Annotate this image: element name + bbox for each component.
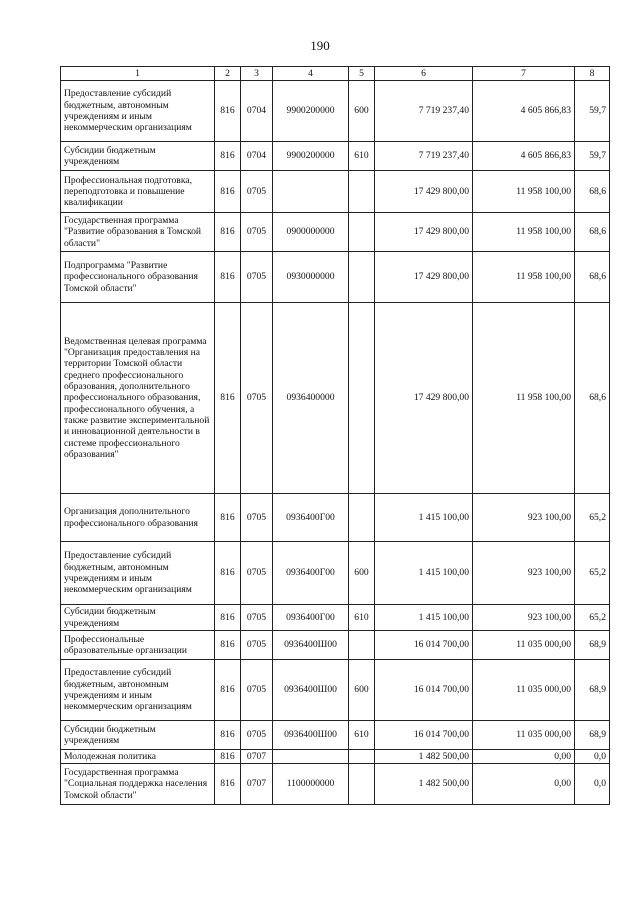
row-plan-cell: 1 415 100,00 [375, 605, 473, 631]
row-plan-cell: 1 415 100,00 [375, 542, 473, 605]
row-percent-cell: 65,2 [575, 542, 610, 605]
row-expense-type-cell [349, 171, 375, 213]
table-row [61, 750, 610, 764]
table-row [61, 252, 610, 303]
row-plan-cell: 1 482 500,00 [375, 750, 473, 764]
row-ved-cell: 816 [215, 142, 241, 171]
row-target-article-cell: 0936400Ш00 [273, 660, 349, 721]
table-row [61, 303, 610, 494]
row-expense-type-cell [349, 213, 375, 252]
row-ved-cell: 816 [215, 213, 241, 252]
row-target-article-cell: 9900200000 [273, 142, 349, 171]
row-fact-cell: 11 958 100,00 [473, 171, 575, 213]
row-target-article-cell: 0936400000 [273, 303, 349, 494]
table-row [61, 542, 610, 605]
row-ved-cell: 816 [215, 303, 241, 494]
table-row [61, 142, 610, 171]
row-name-cell: Субсидии бюджетным учреждениям [61, 605, 215, 631]
row-expense-type-cell [349, 252, 375, 303]
row-section-cell: 0705 [241, 171, 273, 213]
row-expense-type-cell [349, 750, 375, 764]
row-ved-cell: 816 [215, 81, 241, 142]
row-name-cell: Организация дополнительного профессионального образования [61, 494, 215, 542]
row-name-cell: Предоставление субсидий бюджетным, автономным учреждениям и иным некоммерческим организациям [61, 81, 215, 142]
table-row [61, 721, 610, 750]
row-target-article-cell: 0930000000 [273, 252, 349, 303]
row-section-cell: 0705 [241, 494, 273, 542]
row-plan-cell: 16 014 700,00 [375, 721, 473, 750]
row-target-article-cell: 0936400Г00 [273, 605, 349, 631]
row-percent-cell: 68,6 [575, 171, 610, 213]
row-percent-cell: 68,9 [575, 631, 610, 660]
row-fact-cell: 0,00 [473, 750, 575, 764]
row-expense-type-cell [349, 303, 375, 494]
row-fact-cell: 4 605 866,83 [473, 81, 575, 142]
row-target-article-cell: 1100000000 [273, 764, 349, 805]
column-header: 5 [349, 67, 375, 81]
row-name-cell: Ведомственная целевая программа "Организация предоставления на территории Томской области среднего профессионального образования, дополнительного профессионального образования, профессионального обучения, а также развитие экспериментальной и инновационной деятельности в системе профессионального образования" [61, 303, 215, 494]
row-section-cell: 0707 [241, 764, 273, 805]
row-fact-cell: 4 605 866,83 [473, 142, 575, 171]
row-target-article-cell: 0936400Г00 [273, 542, 349, 605]
row-percent-cell: 65,2 [575, 494, 610, 542]
row-fact-cell: 11 958 100,00 [473, 213, 575, 252]
column-header: 6 [375, 67, 473, 81]
row-name-cell: Государственная программа "Развитие образования в Томской области" [61, 213, 215, 252]
table-row [61, 81, 610, 142]
row-expense-type-cell [349, 764, 375, 805]
row-target-article-cell [273, 750, 349, 764]
table-header-row [61, 67, 610, 81]
row-percent-cell: 68,9 [575, 660, 610, 721]
row-ved-cell: 816 [215, 631, 241, 660]
row-target-article-cell [273, 171, 349, 213]
table-row [61, 660, 610, 721]
row-target-article-cell: 0936400Г00 [273, 494, 349, 542]
row-ved-cell: 816 [215, 171, 241, 213]
column-header: 8 [575, 67, 610, 81]
row-fact-cell: 11 035 000,00 [473, 631, 575, 660]
row-ved-cell: 816 [215, 764, 241, 805]
row-plan-cell: 16 014 700,00 [375, 631, 473, 660]
row-section-cell: 0705 [241, 213, 273, 252]
row-section-cell: 0705 [241, 542, 273, 605]
row-ved-cell: 816 [215, 750, 241, 764]
row-name-cell: Государственная программа "Социальная поддержка населения Томской области" [61, 764, 215, 805]
row-target-article-cell: 9900200000 [273, 81, 349, 142]
row-expense-type-cell: 610 [349, 142, 375, 171]
row-section-cell: 0705 [241, 660, 273, 721]
row-section-cell: 0705 [241, 721, 273, 750]
row-plan-cell: 17 429 800,00 [375, 303, 473, 494]
row-percent-cell: 65,2 [575, 605, 610, 631]
row-ved-cell: 816 [215, 721, 241, 750]
row-expense-type-cell: 610 [349, 605, 375, 631]
row-section-cell: 0704 [241, 142, 273, 171]
row-percent-cell: 59,7 [575, 142, 610, 171]
row-expense-type-cell: 610 [349, 721, 375, 750]
row-target-article-cell: 0900000000 [273, 213, 349, 252]
row-percent-cell: 0,0 [575, 764, 610, 805]
row-plan-cell: 17 429 800,00 [375, 171, 473, 213]
row-expense-type-cell [349, 494, 375, 542]
row-ved-cell: 816 [215, 660, 241, 721]
page-number: 190 [310, 38, 330, 53]
column-header: 2 [215, 67, 241, 81]
column-header: 7 [473, 67, 575, 81]
row-name-cell: Молодежная политика [61, 750, 215, 764]
column-header: 4 [273, 67, 349, 81]
row-name-cell: Профессиональная подготовка, переподготовка и повышение квалификации [61, 171, 215, 213]
column-header: 3 [241, 67, 273, 81]
row-expense-type-cell: 600 [349, 542, 375, 605]
table-row [61, 605, 610, 631]
row-plan-cell: 16 014 700,00 [375, 660, 473, 721]
row-percent-cell: 68,6 [575, 213, 610, 252]
table-row [61, 764, 610, 805]
row-name-cell: Субсидии бюджетным учреждениям [61, 721, 215, 750]
row-fact-cell: 11 035 000,00 [473, 660, 575, 721]
row-section-cell: 0704 [241, 81, 273, 142]
row-fact-cell: 11 958 100,00 [473, 252, 575, 303]
row-expense-type-cell [349, 631, 375, 660]
row-plan-cell: 7 719 237,40 [375, 81, 473, 142]
row-target-article-cell: 0936400Ш00 [273, 631, 349, 660]
row-percent-cell: 59,7 [575, 81, 610, 142]
row-name-cell: Субсидии бюджетным учреждениям [61, 142, 215, 171]
budget-table [60, 66, 610, 805]
row-percent-cell: 0,0 [575, 750, 610, 764]
row-ved-cell: 816 [215, 494, 241, 542]
row-fact-cell: 0,00 [473, 764, 575, 805]
row-percent-cell: 68,9 [575, 721, 610, 750]
row-fact-cell: 923 100,00 [473, 542, 575, 605]
row-section-cell: 0707 [241, 750, 273, 764]
table-row [61, 213, 610, 252]
row-name-cell: Предоставление субсидий бюджетным, автономным учреждениям и иным некоммерческим организациям [61, 660, 215, 721]
row-fact-cell: 11 958 100,00 [473, 303, 575, 494]
row-plan-cell: 1 415 100,00 [375, 494, 473, 542]
row-expense-type-cell: 600 [349, 81, 375, 142]
row-target-article-cell: 0936400Ш00 [273, 721, 349, 750]
column-header: 1 [61, 67, 215, 81]
row-percent-cell: 68,6 [575, 303, 610, 494]
row-fact-cell: 11 035 000,00 [473, 721, 575, 750]
row-section-cell: 0705 [241, 605, 273, 631]
row-expense-type-cell: 600 [349, 660, 375, 721]
row-plan-cell: 17 429 800,00 [375, 252, 473, 303]
row-section-cell: 0705 [241, 631, 273, 660]
table-row [61, 171, 610, 213]
row-plan-cell: 1 482 500,00 [375, 764, 473, 805]
row-ved-cell: 816 [215, 605, 241, 631]
table-row [61, 631, 610, 660]
row-ved-cell: 816 [215, 252, 241, 303]
row-fact-cell: 923 100,00 [473, 494, 575, 542]
row-name-cell: Подпрограмма "Развитие профессионального образования Томской области" [61, 252, 215, 303]
row-plan-cell: 17 429 800,00 [375, 213, 473, 252]
row-section-cell: 0705 [241, 252, 273, 303]
table-row [61, 494, 610, 542]
row-percent-cell: 68,6 [575, 252, 610, 303]
row-plan-cell: 7 719 237,40 [375, 142, 473, 171]
row-name-cell: Профессиональные образовательные организации [61, 631, 215, 660]
row-ved-cell: 816 [215, 542, 241, 605]
row-section-cell: 0705 [241, 303, 273, 494]
row-name-cell: Предоставление субсидий бюджетным, автономным учреждениям и иным некоммерческим организациям [61, 542, 215, 605]
row-fact-cell: 923 100,00 [473, 605, 575, 631]
